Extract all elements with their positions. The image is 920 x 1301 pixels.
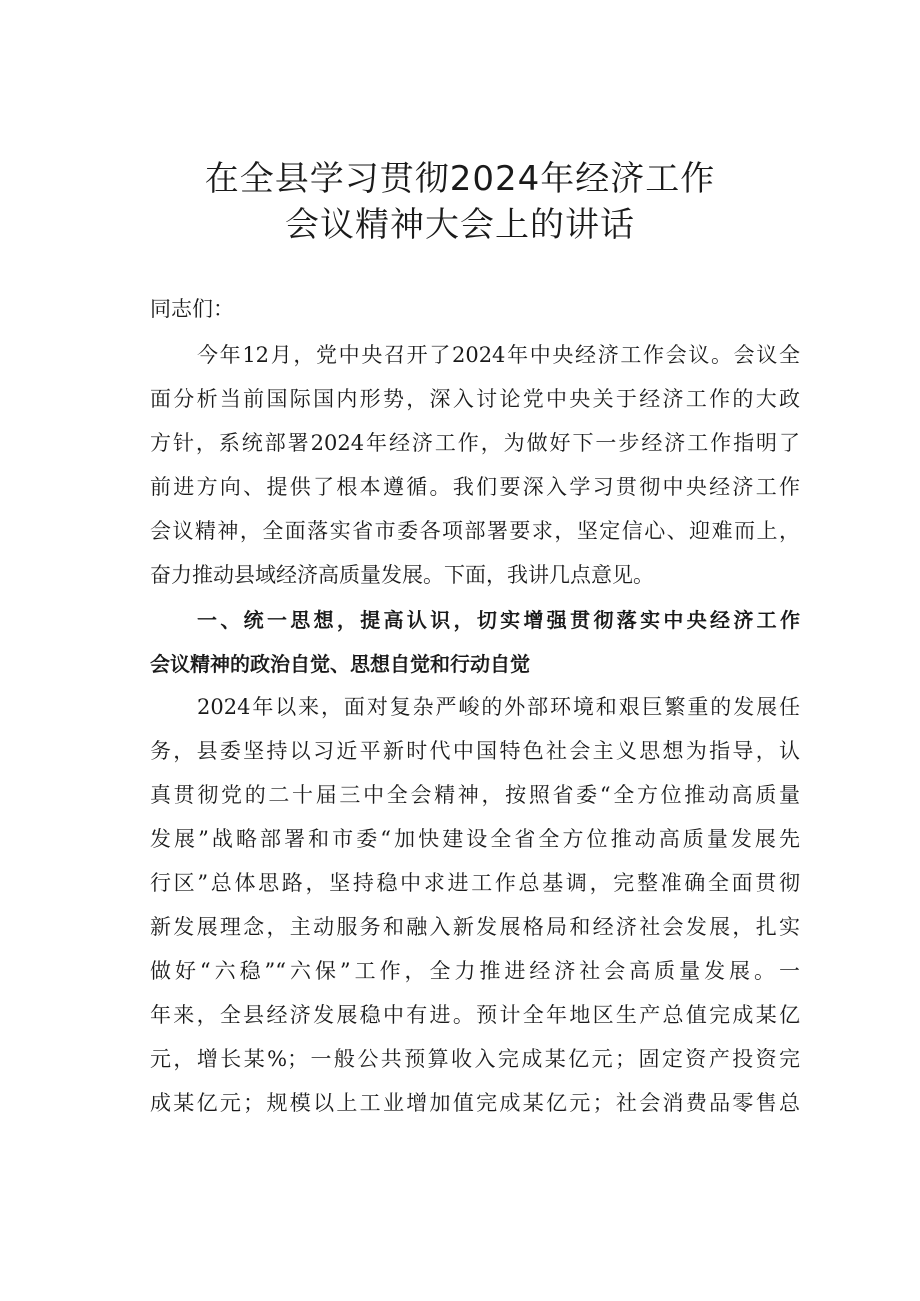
paragraph-2-line: 2024年以来，面对复杂严峻的外部环境和艰巨繁重的发展任 (197, 695, 800, 719)
paragraph-2-line: 发展”战略部署和市委“加快建设全省全方位推动高质量发展先 (150, 827, 800, 851)
paragraph-2-line: 务，县委坚持以习近平新时代中国特色社会主义思想为指导，认 (150, 739, 800, 763)
paragraph-2-line: 做好“六稳”“六保”工作，全力推进经济社会高质量发展。一 (150, 959, 800, 983)
paragraph-2-line: 年来，全县经济发展稳中有进。预计全年地区生产总值完成某亿 (150, 1003, 800, 1027)
paragraph-2-line: 成某亿元；规模以上工业增加值完成某亿元；社会消费品零售总 (150, 1091, 800, 1115)
paragraph-1-line: 方针，系统部署2024年经济工作，为做好下一步经济工作指明了 (150, 431, 800, 455)
paragraph-1-line: 会议精神，全面落实省市委各项部署要求，坚定信心、迎难而上， (150, 519, 800, 543)
section-heading-1: 一、统一思想，提高认识，切实增强贯彻落实中央经济工作 (197, 608, 800, 632)
section-heading-1: 会议精神的政治自觉、思想自觉和行动自觉 (150, 652, 530, 676)
paragraph-1-line: 奋力推动县域经济高质量发展。下面，我讲几点意见。 (150, 563, 654, 587)
paragraph-2-line: 元，增长某%；一般公共预算收入完成某亿元；固定资产投资完 (150, 1047, 800, 1071)
paragraph-1-line: 今年12月，党中央召开了2024年中央经济工作会议。会议全 (197, 343, 800, 367)
salutation: 同志们： (150, 297, 234, 321)
title-line-1: 在全县学习贯彻2024年经济工作 (204, 159, 716, 199)
paragraph-1-line: 前进方向、提供了根本遵循。我们要深入学习贯彻中央经济工作 (150, 475, 800, 499)
paragraph-1-line: 面分析当前国际国内形势，深入讨论党中央关于经济工作的大政 (150, 387, 800, 411)
paragraph-2-line: 真贯彻党的二十届三中全会精神，按照省委“全方位推动高质量 (150, 783, 800, 807)
paragraph-2-line: 新发展理念，主动服务和融入新发展格局和经济社会发展，扎实 (150, 915, 800, 939)
title-line-2: 会议精神大会上的讲话 (285, 205, 635, 245)
paragraph-2-line: 行区”总体思路，坚持稳中求进工作总基调，完整准确全面贯彻 (150, 871, 800, 895)
